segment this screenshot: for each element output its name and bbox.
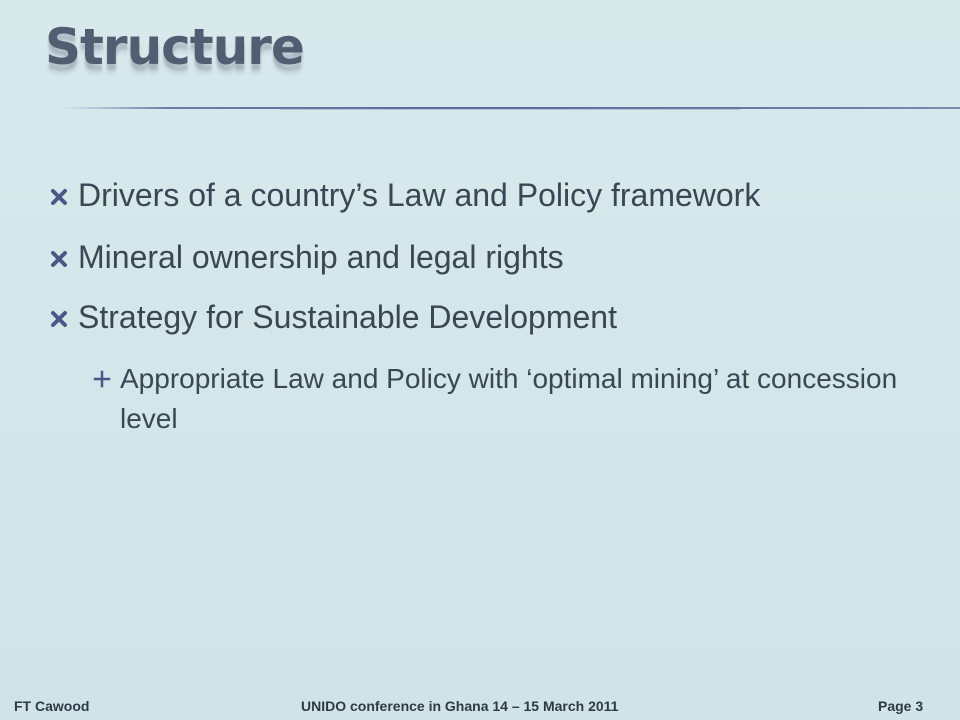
title-divider-shadow [280,109,740,110]
x-mark-icon [48,186,70,208]
x-mark-icon [48,308,70,330]
sub-bullet-text: Appropriate Law and Policy with ‘optimal mining’ at concession level [120,363,898,434]
footer-event: UNIDO conference in Ghana 14 – 15 March 2011 [301,698,619,714]
bullet-text: Mineral ownership and legal rights [78,239,564,275]
bullet-text: Strategy for Sustainable Development [78,299,617,335]
plus-icon [93,370,111,388]
x-mark-icon [48,248,70,270]
slide-title: Structure [45,18,304,76]
footer-page-number: Page 3 [878,698,924,714]
bullet-text: Drivers of a country’s Law and Policy framework [78,177,761,213]
footer-author: FT Cawood [14,698,90,714]
